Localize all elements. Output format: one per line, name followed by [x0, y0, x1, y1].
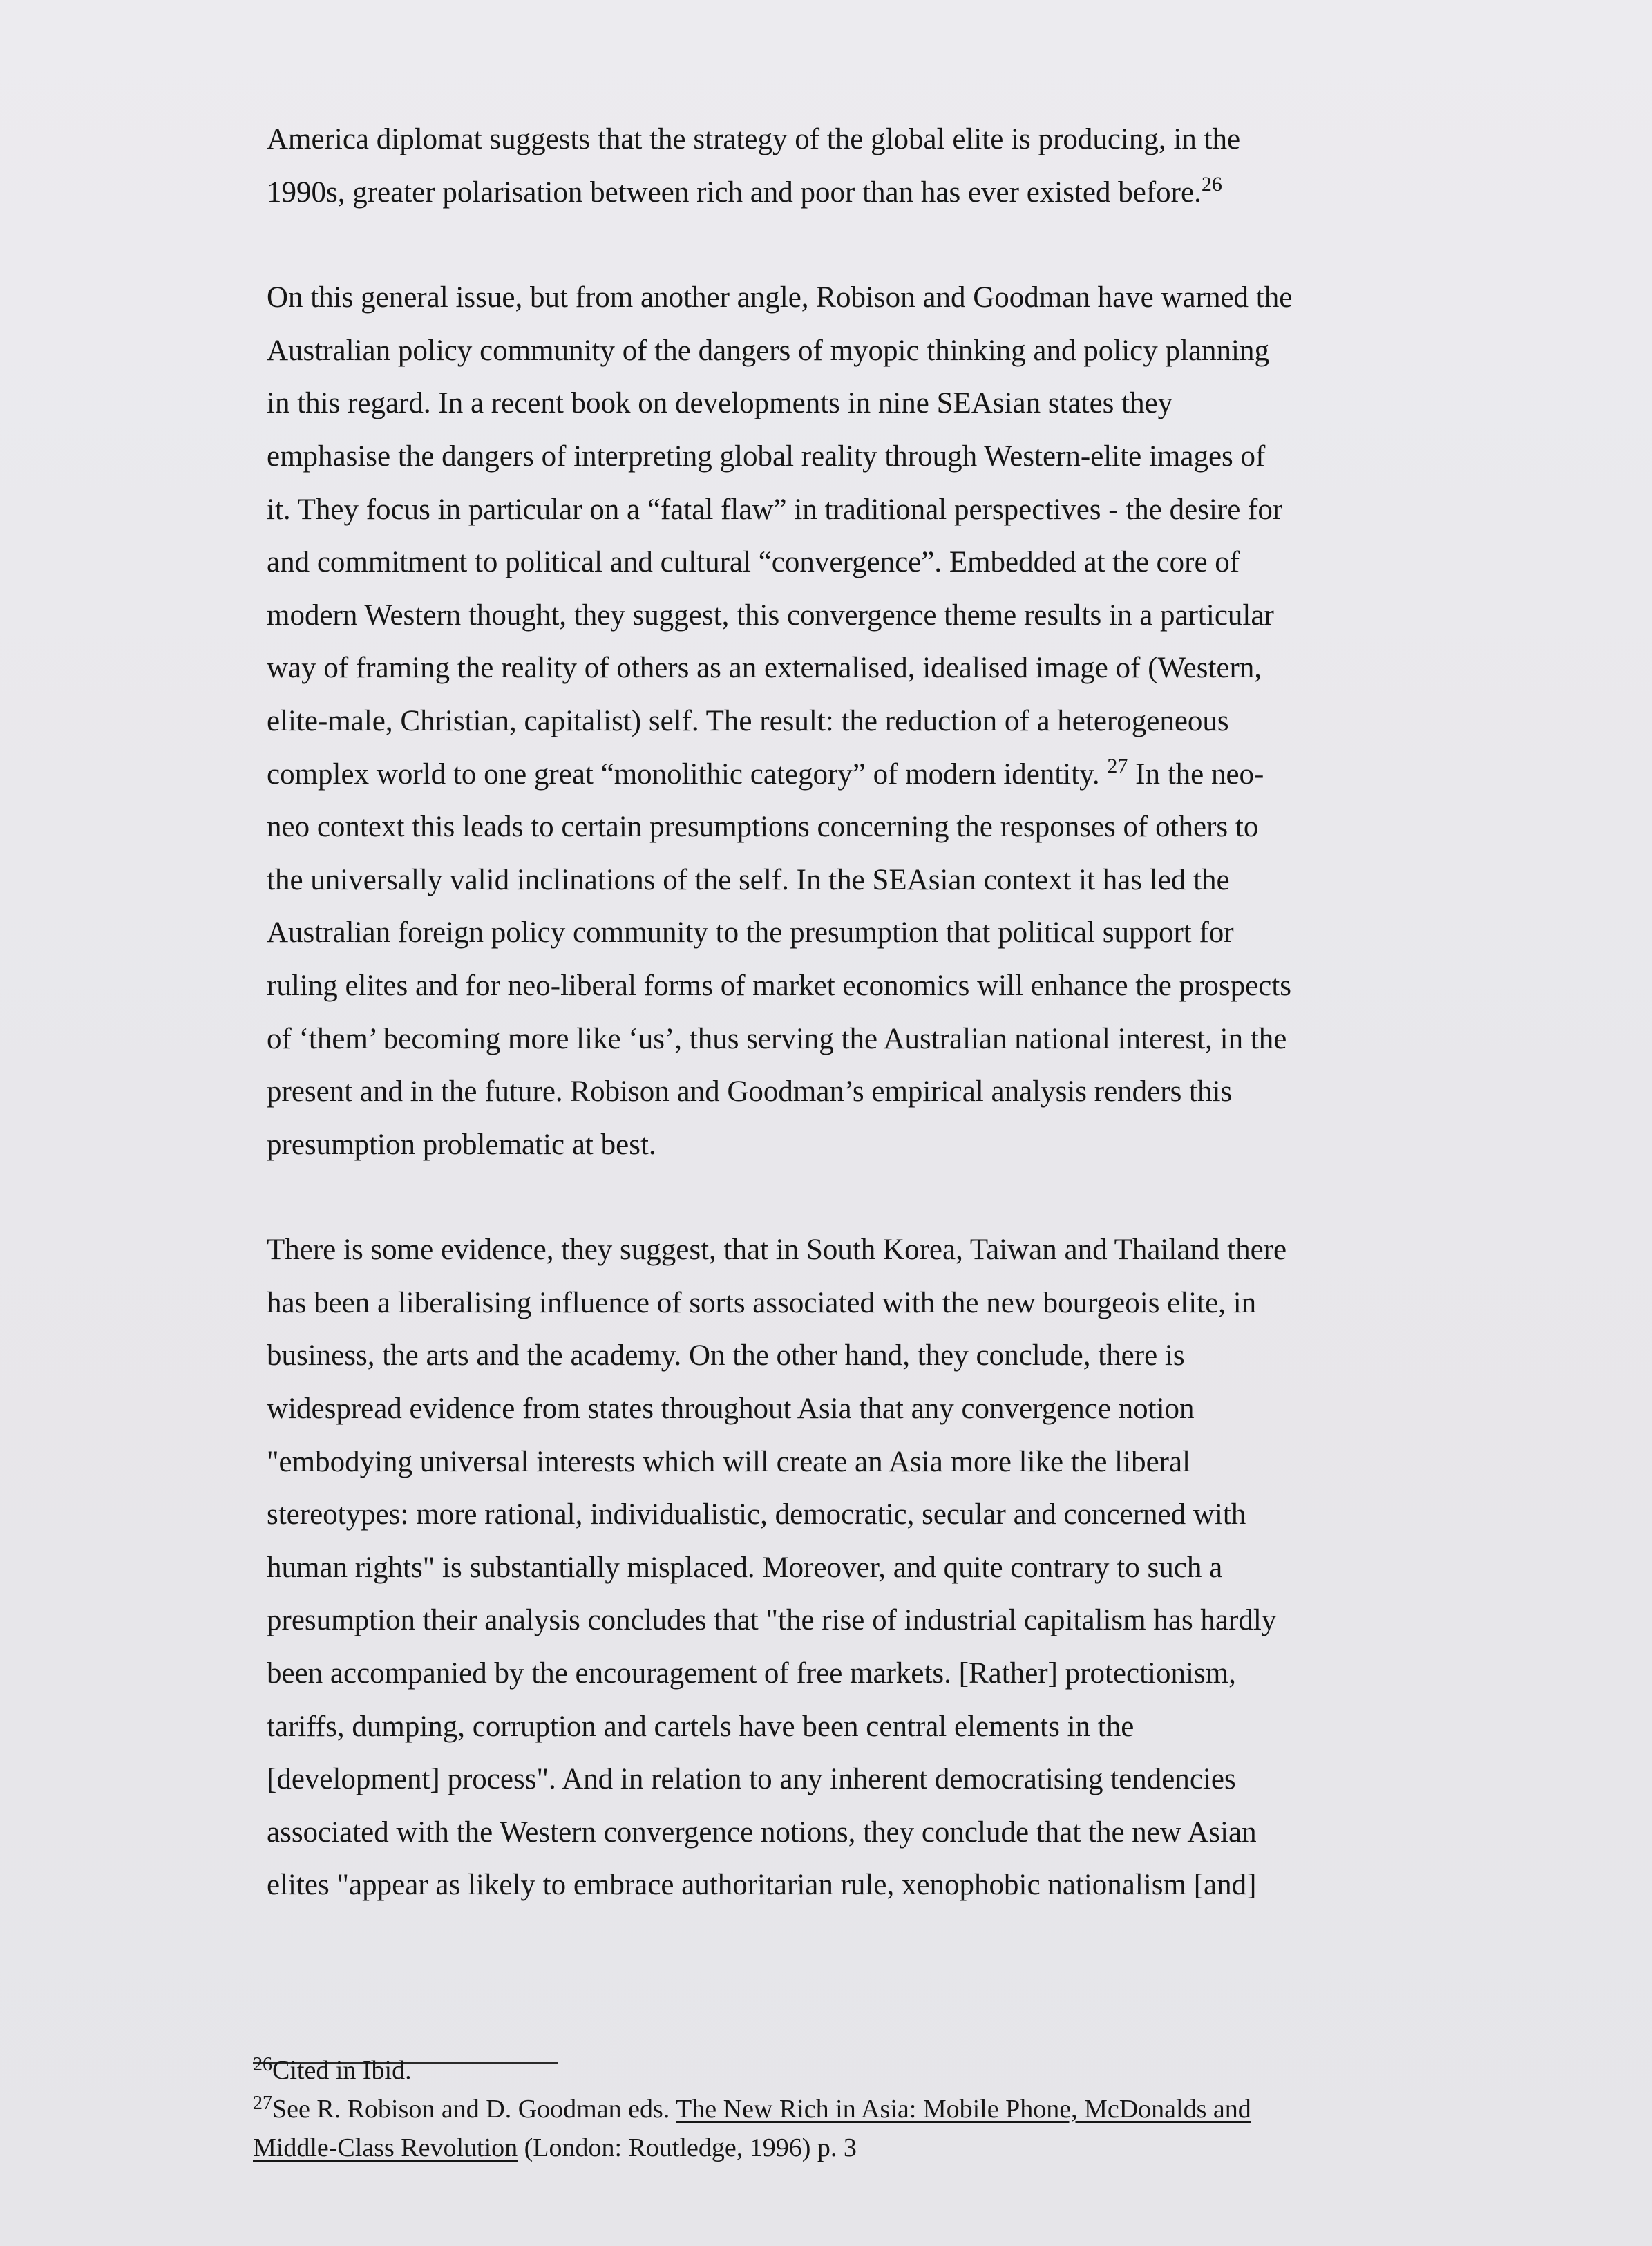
body-text — [267, 113, 1497, 1912]
text-line: ruling elites and for neo-liberal forms of market economics will enhance the prospects — [267, 969, 1291, 1002]
text-line: presumption problematic at best. — [267, 1128, 656, 1161]
text-line — [267, 748, 1497, 802]
footnote-27-continued — [253, 2129, 1497, 2167]
book-title: The New Rich in Asia: Mobile Phone, McDonalds and — [676, 2095, 1251, 2124]
paragraph-1 — [267, 113, 1497, 219]
footnote-27 — [253, 2090, 1497, 2129]
text-line: and commitment to political and cultural “convergence”. Embedded at the core of — [267, 546, 1240, 579]
text-line: associated with the Western convergence notions, they conclude that the new Asian — [267, 1815, 1257, 1849]
footnotes — [253, 2051, 1497, 2167]
text-line: presumption their analysis concludes that "the rise of industrial capitalism has hardly — [267, 1604, 1277, 1637]
text-line: America diplomat suggests that the strategy of the global elite is producing, in the — [267, 123, 1241, 155]
text-line: of ‘them’ becoming more like ‘us’, thus serving the Australian national interest, in the — [267, 1022, 1287, 1055]
text-line: the universally valid inclinations of the self. In the SEAsian context it has led the — [267, 863, 1230, 896]
text-line — [267, 167, 1497, 220]
text-line: business, the arts and the academy. On the other hand, they conclude, there is — [267, 1339, 1185, 1372]
text-line: human rights" is substantially misplaced. Moreover, and quite contrary to such a — [267, 1551, 1223, 1584]
text-line: elites "appear as likely to embrace authoritarian rule, xenophobic nationalism [and] — [267, 1869, 1257, 1902]
line-text: In the neo- — [1135, 757, 1264, 791]
footnote-ref-27: 27 — [1107, 754, 1128, 777]
footnote-ref-26: 26 — [1201, 172, 1222, 196]
text-line: emphasise the dangers of interpreting global reality through Western-elite images of — [267, 440, 1266, 473]
paragraph-2 — [267, 272, 1497, 1171]
text-line: neo context this leads to certain presumptions concerning the responses of others to — [267, 811, 1259, 844]
text-line: has been a liberalising influence of sorts associated with the new bourgeois elite, in — [267, 1286, 1257, 1319]
line-text: 1990s, greater polarisation between rich and poor than has ever existed before. — [267, 176, 1202, 209]
text-line: Australian policy community of the dangers of myopic thinking and policy planning — [267, 334, 1269, 367]
footnote-number: 26 — [253, 2054, 272, 2075]
text-line: it. They focus in particular on a “fatal flaw” in traditional perspectives - the desire for — [267, 493, 1283, 526]
text-line: There is some evidence, they suggest, that in South Korea, Taiwan and Thailand there — [267, 1234, 1287, 1267]
text-line: On this general issue, but from another angle, Robison and Goodman have warned the — [267, 281, 1293, 314]
text-line: tariffs, dumping, corruption and cartels have been central elements in the — [267, 1710, 1134, 1743]
text-line: modern Western thought, they suggest, this convergence theme results in a particular — [267, 598, 1274, 632]
line-text: complex world to one great “monolithic category” of modern identity. — [267, 757, 1100, 791]
text-line: been accompanied by the encouragement of free markets. [Rather] protectionism, — [267, 1657, 1236, 1690]
text-line: stereotypes: more rational, individualistic, democratic, secular and concerned with — [267, 1498, 1246, 1531]
text-line: present and in the future. Robison and Goodman’s empirical analysis renders this — [267, 1075, 1233, 1108]
footnote-26 — [253, 2051, 1497, 2090]
text-line: way of framing the reality of others as an externalised, idealised image of (Western, — [267, 652, 1262, 685]
footnote-text: (London: Routledge, 1996) p. 3 — [518, 2133, 857, 2162]
text-line: [development] process". And in relation to any inherent democratising tendencies — [267, 1763, 1236, 1796]
footnote-text: See R. Robison and D. Goodman eds. — [272, 2095, 676, 2124]
text-line: "embodying universal interests which will create an Asia more like the liberal — [267, 1445, 1191, 1478]
footnote-text: Cited in Ibid. — [272, 2056, 412, 2085]
text-line: widespread evidence from states throughout Asia that any convergence notion — [267, 1393, 1195, 1426]
text-line: in this regard. In a recent book on developments in nine SEAsian states they — [267, 387, 1173, 420]
paragraph-3 — [267, 1224, 1497, 1912]
text-line: Australian foreign policy community to the presumption that political support for — [267, 916, 1234, 950]
text-line: elite-male, Christian, capitalist) self. The result: the reduction of a heterogeneous — [267, 704, 1229, 737]
footnote-number: 27 — [253, 2093, 272, 2114]
book-title: Middle-Class Revolution — [253, 2133, 518, 2162]
